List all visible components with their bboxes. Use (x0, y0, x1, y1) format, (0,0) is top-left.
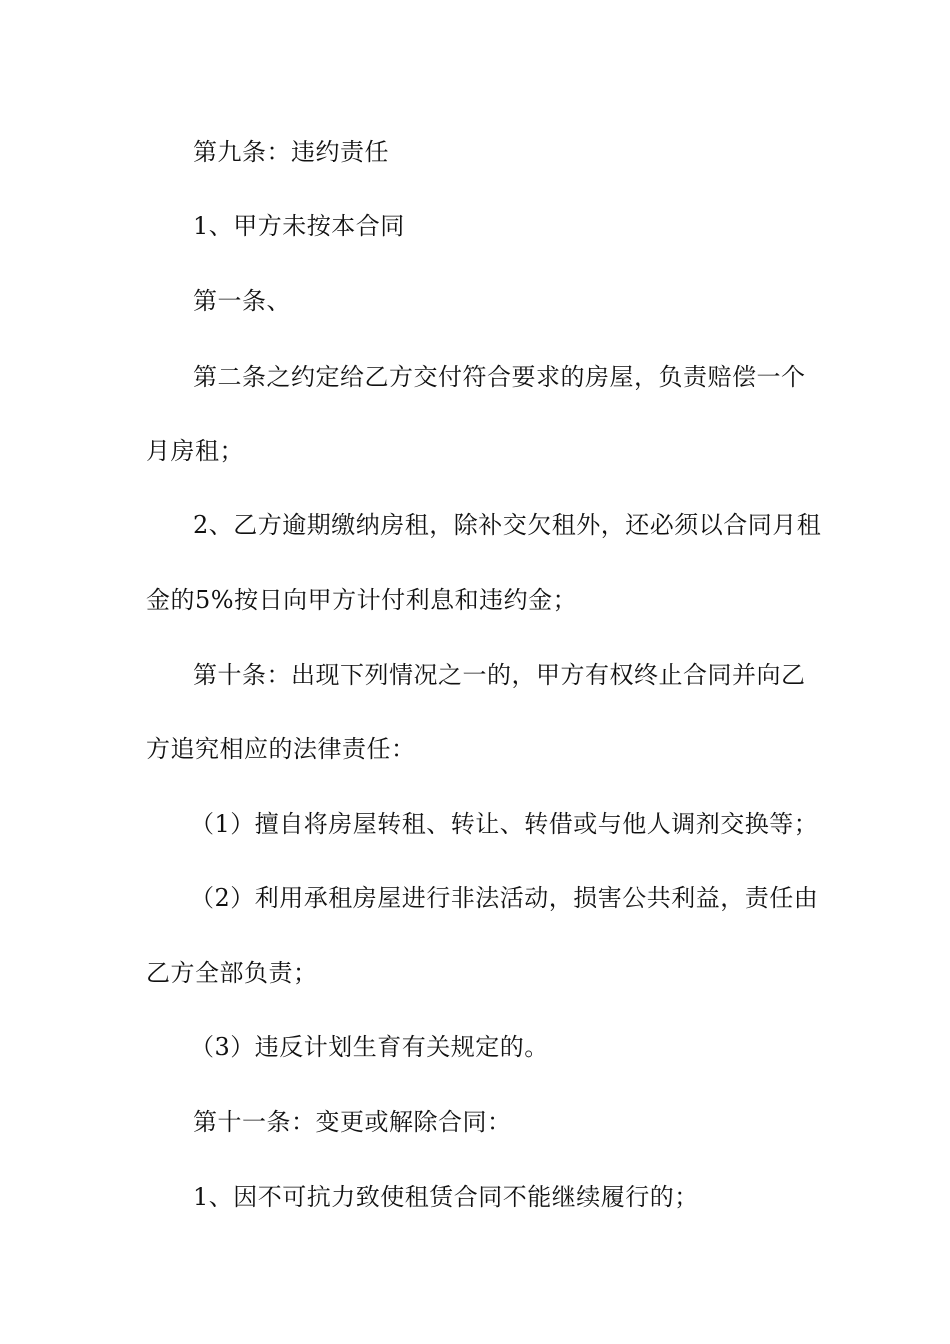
article-10-heading-cont: 方追究相应的法律责任： (146, 735, 416, 763)
clause-10-2-start: （2）利用承租房屋进行非法活动，损害公共利益，责任由 (190, 884, 819, 912)
clause-11-1: 1、因不可抗力致使租赁合同不能继续履行的； (193, 1183, 699, 1211)
article-10-heading: 第十条：出现下列情况之一的，甲方有权终止合同并向乙 (193, 661, 806, 689)
article-11-heading: 第十一条：变更或解除合同： (193, 1108, 512, 1136)
clause-10-1: （1）擅自将房屋转租、转让、转借或与他人调剂交换等； (190, 810, 819, 838)
clause-9-1-start: 1、甲方未按本合同 (193, 212, 405, 240)
clause-10-2-end: 乙方全部负责； (146, 959, 318, 987)
article-9-heading: 第九条：违约责任 (193, 138, 389, 166)
clause-9-1-end: 月房租； (146, 437, 244, 465)
clause-10-3: （3）违反计划生育有关规定的。 (190, 1033, 549, 1061)
clause-9-1-ref: 第一条、 (193, 287, 291, 315)
clause-9-2-start: 2、乙方逾期缴纳房租，除补交欠租外，还必须以合同月租 (193, 511, 822, 539)
clause-9-1-body: 第二条之约定给乙方交付符合要求的房屋，负责赔偿一个 (193, 363, 806, 391)
clause-9-2-end: 金的5%按日向甲方计付利息和违约金； (146, 586, 578, 614)
